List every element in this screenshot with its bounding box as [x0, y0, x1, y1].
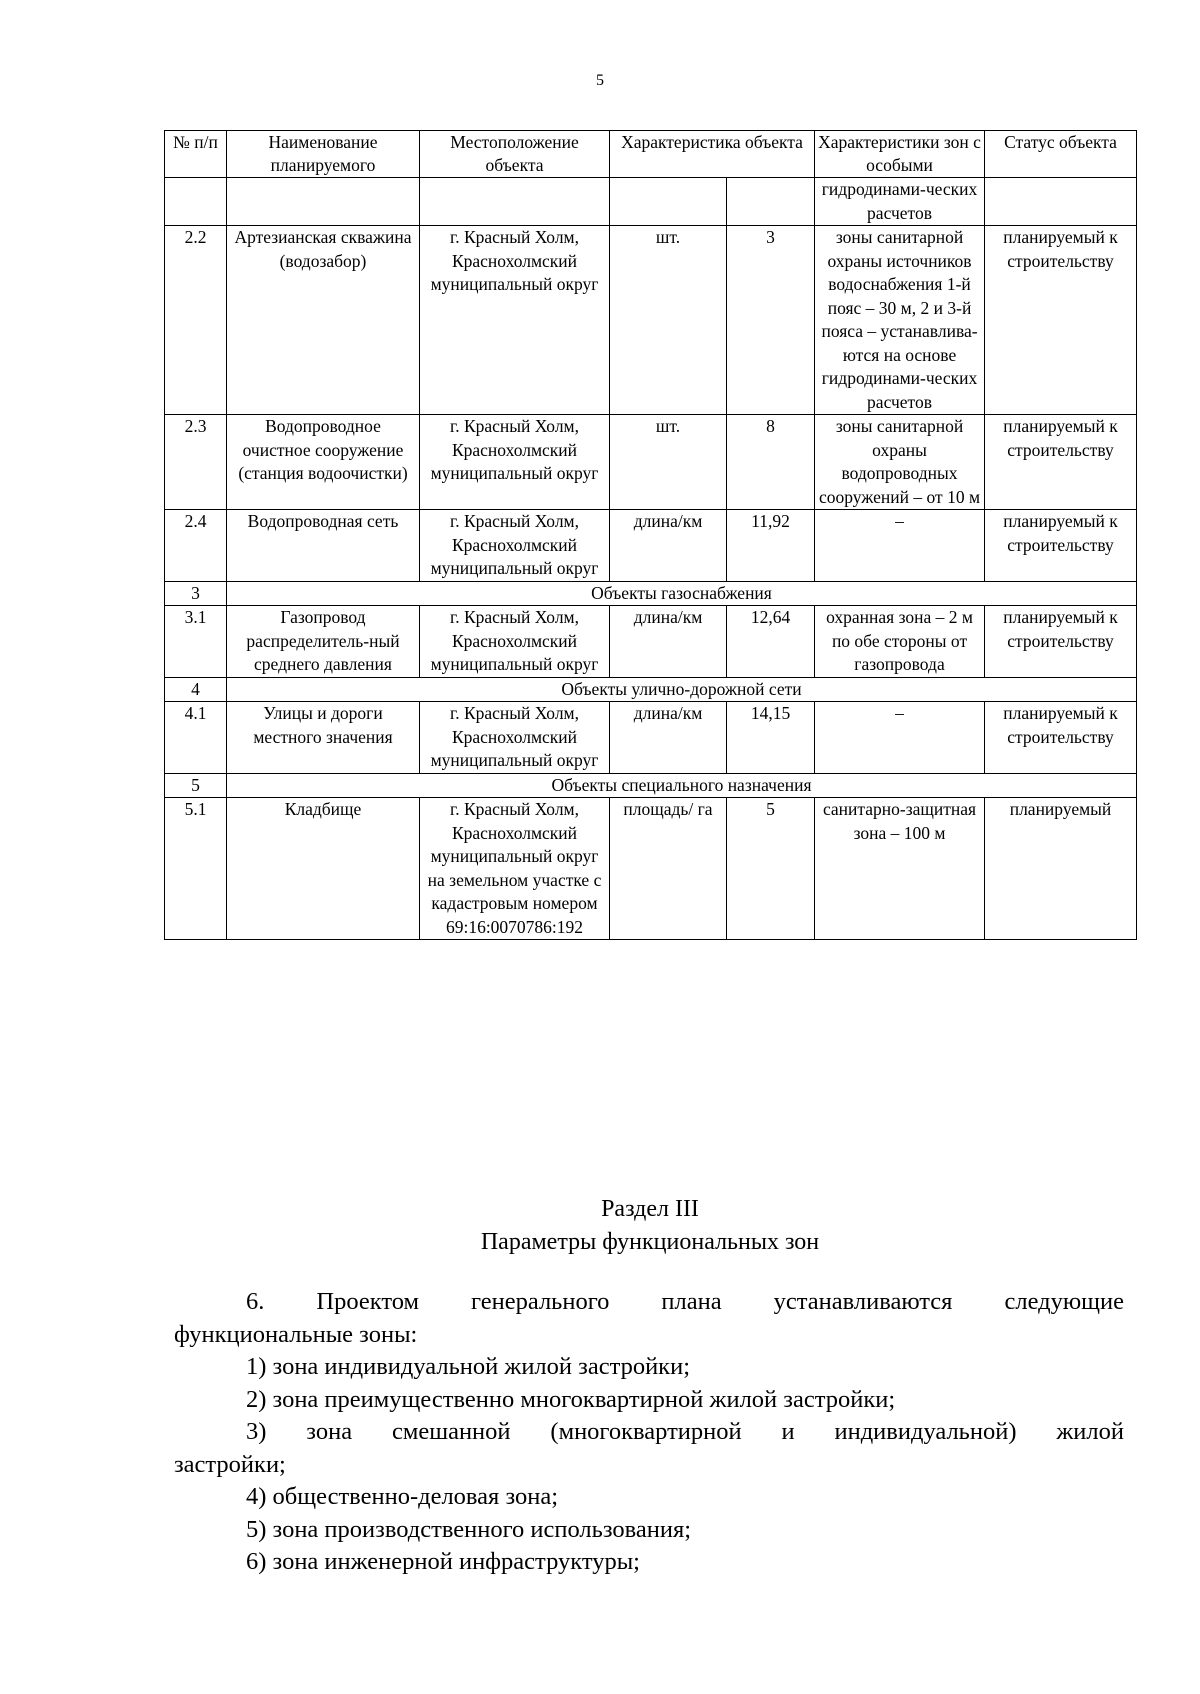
table-header-row	[165, 131, 1137, 178]
cell-num: 2.4	[165, 510, 227, 582]
list-item: 5) зона производственного использования;	[246, 1515, 692, 1543]
header-characteristic: Характеристика объекта	[610, 131, 815, 178]
table-row	[165, 510, 1137, 582]
header-status: Статус объекта	[985, 131, 1137, 178]
cell-location: г. Красный Холм, Краснохолмский муниципальный округ	[420, 606, 610, 678]
cell-zones: санитарно-защитная зона – 100 м	[815, 798, 985, 940]
cell-value: 5	[727, 798, 815, 940]
cell-status: планируемый к строительству	[985, 226, 1137, 415]
cell-value: 3	[727, 226, 815, 415]
table-row	[165, 702, 1137, 774]
table-row	[165, 415, 1137, 510]
cell-location: г. Красный Холм, Краснохолмский муниципальный округ	[420, 226, 610, 415]
section-num: 4	[165, 677, 227, 702]
section-num: 3	[165, 581, 227, 606]
cell-name: Артезианская скважина (водозабор)	[227, 226, 420, 415]
intro-line: 6. Проектом генерального плана устанавливаются следующие	[246, 1288, 1124, 1315]
section-num: 5	[165, 773, 227, 798]
cell-zones: зоны санитарной охраны источников водоснабжения 1-й пояс – 30 м, 2 и 3-й пояса – устанавлива-ются на основе гидродинами-ческих расчетов	[815, 226, 985, 415]
cell-unit: длина/км	[610, 606, 727, 678]
header-num: № п/п	[165, 131, 227, 178]
cell-name: Водопроводная сеть	[227, 510, 420, 582]
cell-num: 5.1	[165, 798, 227, 940]
cell-value: 11,92	[727, 510, 815, 582]
cell-num: 4.1	[165, 702, 227, 774]
table-row-continuation	[165, 178, 1137, 226]
table-section-row	[165, 677, 1137, 702]
cell-zones: гидродинами-ческих расчетов	[815, 178, 985, 226]
cell-unit: длина/км	[610, 510, 727, 582]
table-row	[165, 226, 1137, 415]
cell-location: г. Красный Холм, Краснохолмский муниципальный округ на земельном участке с кадастровым номером 69:16:0070786:192	[420, 798, 610, 940]
section-title: Раздел III	[601, 1196, 699, 1222]
cell-status: планируемый к строительству	[985, 702, 1137, 774]
cell-num: 2.2	[165, 226, 227, 415]
planned-objects-table	[164, 130, 1137, 940]
cell-unit: площадь/ га	[610, 798, 727, 940]
cell-status: планируемый к строительству	[985, 606, 1137, 678]
list-item: 2) зона преимущественно многоквартирной жилой застройки;	[246, 1385, 896, 1413]
section-title: Объекты газоснабжения	[227, 581, 1137, 606]
table-row	[165, 798, 1137, 940]
cell-zones: –	[815, 702, 985, 774]
cell-zones: зоны санитарной охраны водопроводных сооружений – от 10 м	[815, 415, 985, 510]
cell-name: Улицы и дороги местного значения	[227, 702, 420, 774]
cell-location: г. Красный Холм, Краснохолмский муниципальный округ	[420, 415, 610, 510]
intro-line: функциональные зоны:	[174, 1320, 418, 1348]
table-section-row	[165, 773, 1137, 798]
header-location: Местоположение объекта	[420, 131, 610, 178]
cell-status: планируемый	[985, 798, 1137, 940]
section-subtitle: Параметры функциональных зон	[480, 1229, 820, 1255]
list-item-continuation: застройки;	[174, 1450, 286, 1478]
section-title: Объекты улично-дорожной сети	[227, 677, 1137, 702]
cell-status: планируемый к строительству	[985, 510, 1137, 582]
cell-unit: шт.	[610, 415, 727, 510]
cell-value: 8	[727, 415, 815, 510]
cell-zones: –	[815, 510, 985, 582]
list-item: 4) общественно-деловая зона;	[246, 1483, 559, 1510]
header-zones: Характеристики зон с особыми	[815, 131, 985, 178]
cell-num: 3.1	[165, 606, 227, 678]
list-item: 3) зона смешанной (многоквартирной и индивидуальной) жилой	[246, 1418, 1124, 1445]
cell-location: г. Красный Холм, Краснохолмский муниципальный округ	[420, 510, 610, 582]
cell-num: 2.3	[165, 415, 227, 510]
cell-name: Кладбище	[227, 798, 420, 940]
page-number: 5	[596, 72, 604, 89]
header-name: Наименование планируемого	[227, 131, 420, 178]
cell-unit: длина/км	[610, 702, 727, 774]
cell-zones: охранная зона – 2 м по обе стороны от газопровода	[815, 606, 985, 678]
list-item: 6) зона инженерной инфраструктуры;	[246, 1548, 640, 1575]
list-item: 1) зона индивидуальной жилой застройки;	[246, 1353, 691, 1380]
body-text	[174, 1286, 1124, 1579]
table-row	[165, 606, 1137, 678]
cell-value: 12,64	[727, 606, 815, 678]
section-title: Объекты специального назначения	[227, 773, 1137, 798]
cell-value: 14,15	[727, 702, 815, 774]
table-section-row	[165, 581, 1137, 606]
cell-status: планируемый к строительству	[985, 415, 1137, 510]
cell-name: Газопровод распределитель-ный среднего давления	[227, 606, 420, 678]
cell-unit: шт.	[610, 226, 727, 415]
cell-location: г. Красный Холм, Краснохолмский муниципальный округ	[420, 702, 610, 774]
cell-name: Водопроводное очистное сооружение (станция водоочистки)	[227, 415, 420, 510]
